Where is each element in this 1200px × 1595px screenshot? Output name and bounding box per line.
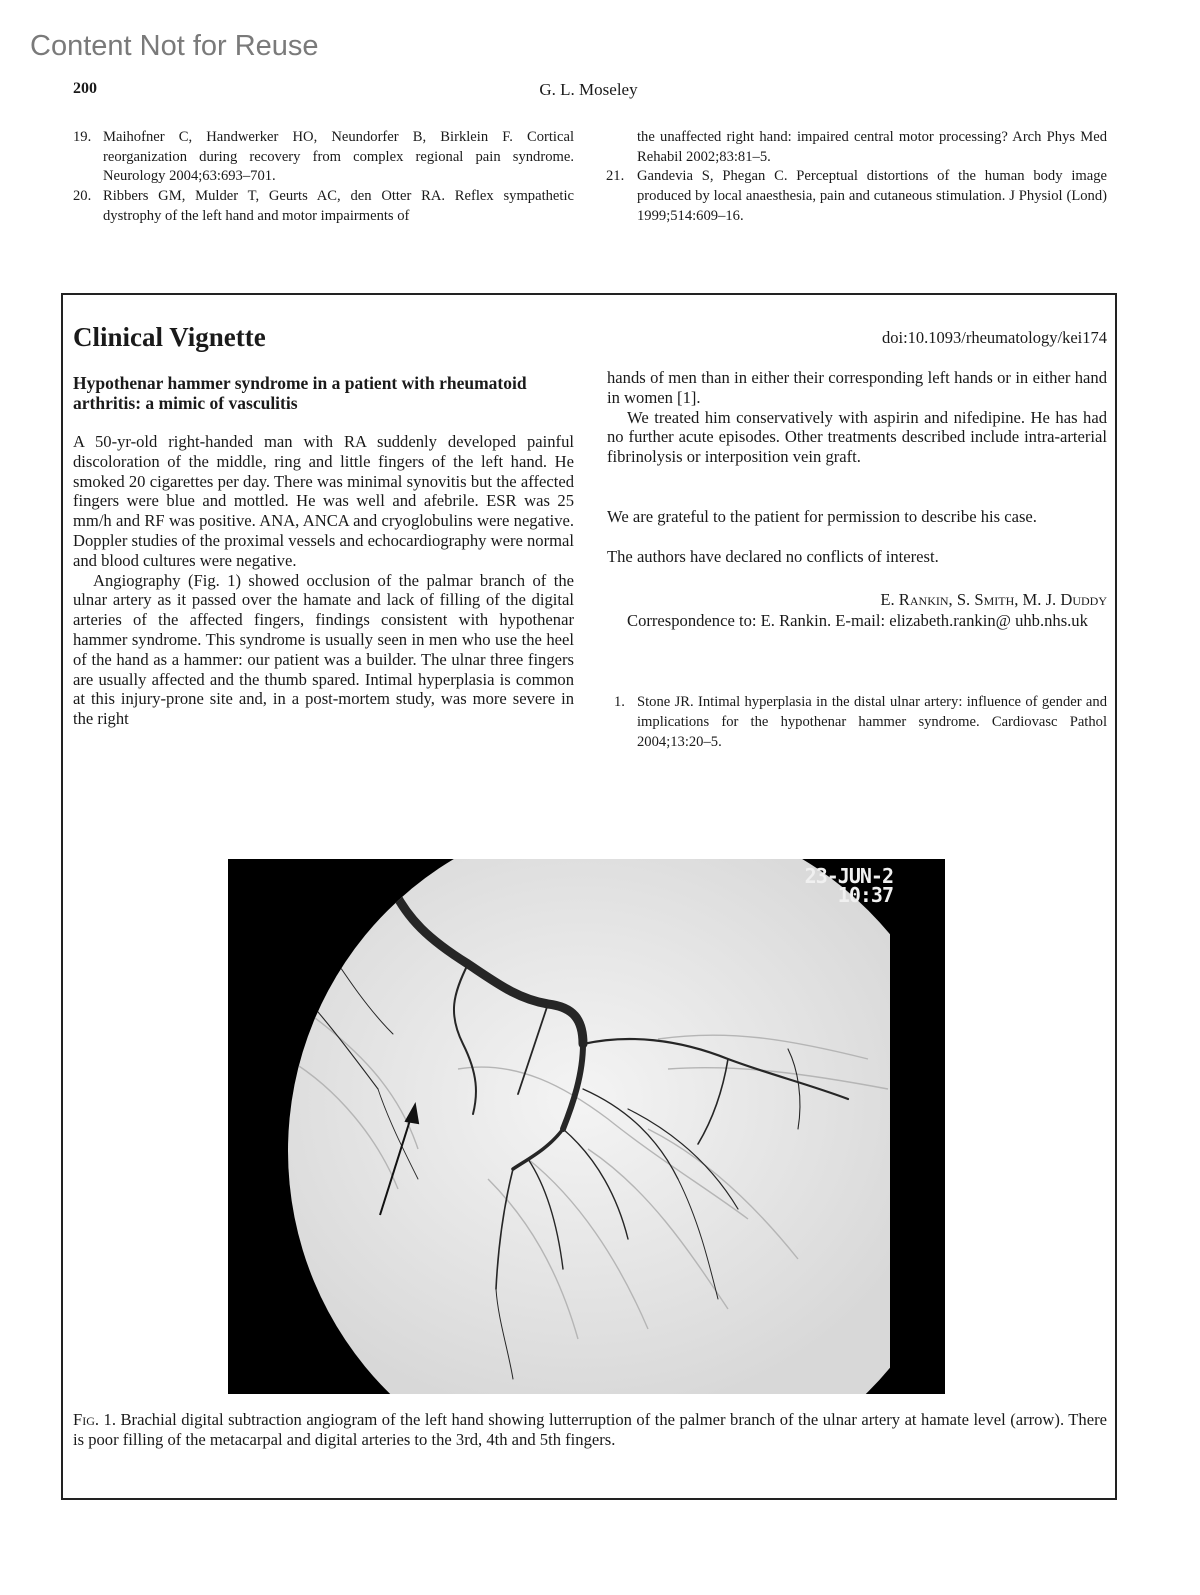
reference-text: the unaffected right hand: impaired central motor processing? Arch Phys Med Rehabil 2002;83:81–5. [637, 129, 1107, 165]
conflicts-statement: The authors have declared no conflicts of interest. [607, 547, 939, 566]
reference-text: Ribbers GM, Mulder T, Geurts AC, den Otter RA. Reflex sympathetic dystrophy of the left hand and motor impairments of [103, 188, 574, 224]
reference-number: 21. [606, 168, 625, 185]
body-column-left [73, 432, 574, 729]
figure-label: Fig. 1. [73, 1410, 116, 1429]
authors: E. Rankin, S. Smith, M. J. Duddy [880, 590, 1107, 609]
watermark: Content Not for Reuse [30, 30, 319, 62]
vignette-references [614, 692, 1107, 752]
running-head: G. L. Moseley [539, 80, 638, 99]
previous-references-right [606, 128, 1107, 227]
reference-text: Stone JR. Intimal hyperplasia in the distal ulnar artery: influence of gender and implications for the hypothenar hammer syndrome. Cardiovasc Pathol 2004;13:20–5. [637, 694, 1107, 750]
reference-number: 20. [73, 188, 92, 205]
body-paragraph: hands of men than in either their corresponding left hands or in either hand in women [1]. [607, 368, 1107, 407]
reference-number: 1. [614, 694, 625, 710]
reference-number: 19. [73, 129, 92, 145]
body-paragraph: We treated him conservatively with aspirin and nifedipine. He has had no further acute episodes. Other treatments described include intra-arterial fibrinolysis or interposition vein graft. [607, 407, 1107, 467]
doi: doi:10.1093/rheumatology/kei174 [881, 328, 1107, 347]
reference-item [73, 187, 574, 226]
reference-item [606, 128, 1107, 167]
acknowledgement: We are grateful to the patient for permission to describe his case. [607, 507, 1037, 526]
reference-text: Maihofner C, Handwerker HO, Neundorfer B, Birklein F. Cortical reorganization during recovery from complex regional pain syndrome. Neurology 2004;63:693–701. [103, 129, 574, 185]
reference-text: Gandevia S, Phegan C. Perceptual distortions of the human body image produced by local anaesthesia, pain and cutaneous stimulation. J Physiol (Lond) 1999;514:609–16. [637, 168, 1107, 224]
previous-references-left [73, 128, 574, 227]
reference-item [614, 692, 1107, 752]
angiogram-drawing [228, 859, 945, 1394]
stamp-time: 10:37 [837, 883, 893, 907]
stamp-date: 23-JUN-2 [804, 864, 893, 888]
figure-caption [73, 1410, 1107, 1450]
figure-caption-text: Brachial digital subtraction angiogram of the left hand showing lutterruption of the palmer branch of the ulnar artery at hamate level (arrow). There is poor filling of the metacarpal and digital arteries to the 3rd, 4th and 5th fingers. [73, 1410, 1107, 1449]
correspondence: Correspondence to: E. Rankin. E-mail: elizabeth.rankin@ uhb.nhs.uk [627, 611, 1088, 630]
angiogram-image [228, 859, 945, 1394]
section-title: Clinical Vignette [73, 322, 266, 352]
angiogram-timestamp [804, 864, 893, 907]
reference-item [606, 167, 1107, 226]
body-column-right [607, 368, 1107, 467]
article-title: Hypothenar hammer syndrome in a patient with rheumatoid arthritis: a mimic of vasculitis [73, 373, 527, 413]
body-paragraph: Angiography (Fig. 1) showed occlusion of the palmar branch of the ulnar artery as it passed over the hamate and lack of filling of the digital arteries of the affected fingers, findings consistent with hypothenar hammer syndrome. This syndrome is usually seen in men who use the heel of the hand as a hammer: our patient was a builder. The ulnar three fingers are usually affected and the thumb spared. Intimal hyperplasia is common at this injury-prone site and, in a post-mortem study, was more severe in the right [73, 570, 574, 729]
page-number: 200 [73, 80, 97, 97]
body-paragraph: A 50-yr-old right-handed man with RA suddenly developed painful discoloration of the middle, ring and little fingers of the left hand. He smoked 20 cigarettes per day. There was minimal synovitis but the affected fingers were blue and mottled. He was well and afebrile. ESR was 25 mm/h and RF was positive. ANA, ANCA and cryoglobulins were negative. Doppler studies of the proximal vessels and echocardiography were normal and blood cultures were negative. [73, 432, 574, 570]
reference-item [73, 128, 574, 187]
